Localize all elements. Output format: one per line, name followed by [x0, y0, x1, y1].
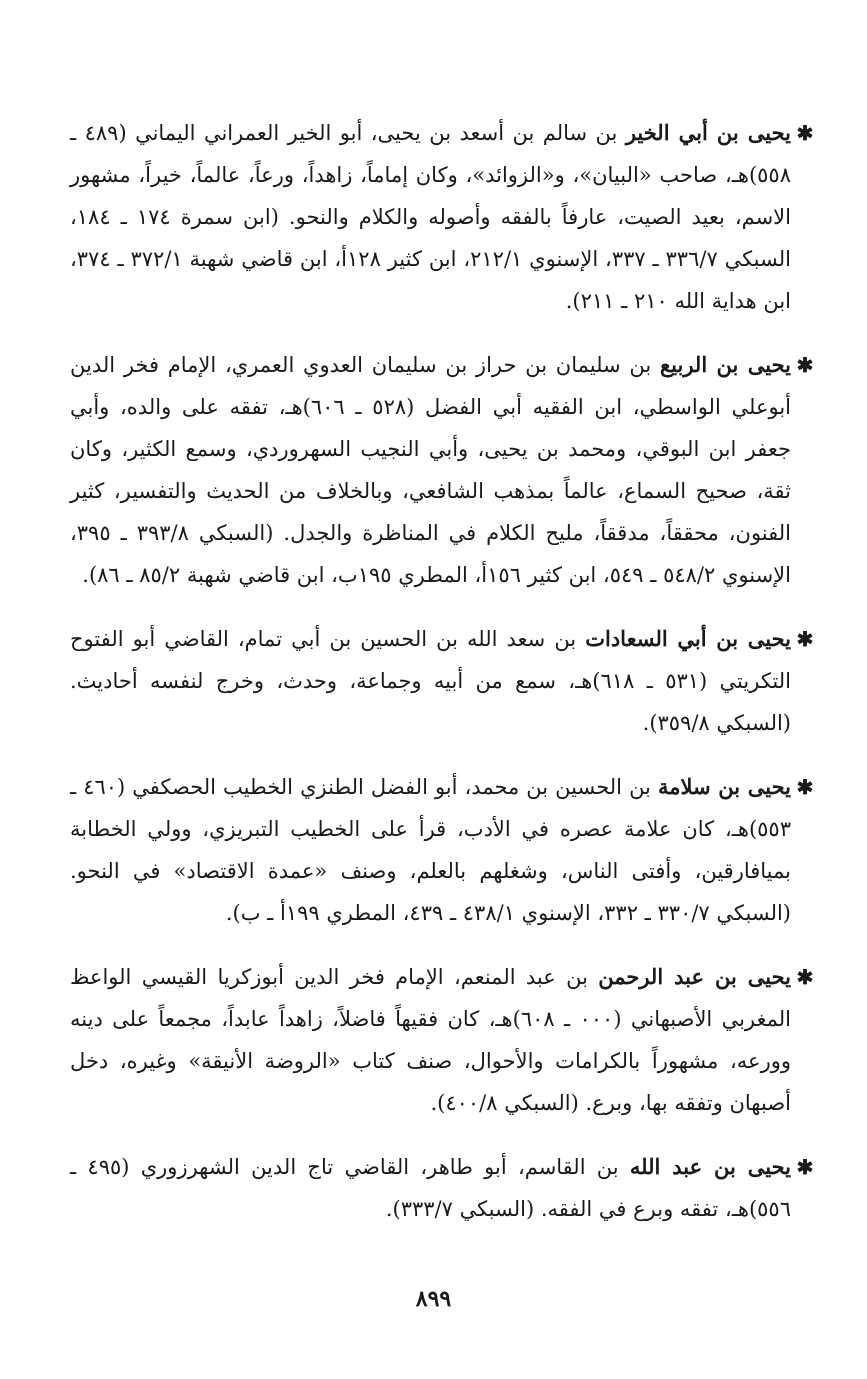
entry-name: يحيى بن سلامة	[657, 774, 791, 799]
biography-entry	[70, 956, 815, 1124]
entry-name: يحيى بن أبي الخير	[625, 120, 791, 145]
entry-name: يحيى بن الربيع	[659, 352, 792, 377]
asterisk-bullet-icon: ✱	[796, 965, 814, 989]
entry-body: بن سعد الله بن الحسين بن أبي تمام، القاضي أبو الفتوح التكريتي (٥٣١ ـ ٦١٨)هـ، سمع من أبيه وجماعة، وحدث، وخرج لنفسه أحاديث. (السبكي ٣٥٩/٨).	[70, 627, 791, 735]
entry-body: بن القاسم، أبو طاهر، القاضي تاج الدين الشهرزوري (٤٩٥ ـ ٥٥٦)هـ، تفقه وبرع في الفقه. (السبكي ٣٣٣/٧).	[70, 1155, 791, 1221]
entry-body: بن الحسين بن محمد، أبو الفضل الطنزي الخطيب الحصكفي (٤٦٠ ـ ٥٥٣)هـ، كان علامة عصره في الأدب، قرأ على الخطيب التبريزي، وولي الخطابة بميافارقين، وأفتى الناس، وشغلهم بالعلم، وصنف «عمدة الاقتصاد» في النحو. (السبكي ٣٣٠/٧ ـ ٣٣٢، الإسنوي ٤٣٨/١ ـ ٤٣٩، المطري ١٩٩أ ـ ب).	[70, 775, 791, 925]
biography-entry	[70, 618, 815, 744]
page-body	[70, 112, 815, 1252]
asterisk-bullet-icon: ✱	[796, 1155, 814, 1179]
biography-entry	[70, 344, 815, 596]
asterisk-bullet-icon: ✱	[796, 353, 814, 377]
entry-name: يحيى بن عبد الرحمن	[598, 964, 791, 989]
biography-entry	[70, 112, 815, 322]
entry-name: يحيى بن أبي السعادات	[585, 626, 791, 651]
asterisk-bullet-icon: ✱	[796, 775, 814, 799]
entry-body: بن عبد المنعم، الإمام فخر الدين أبوزكريا القيسي الواعظ المغربي الأصبهاني (٠٠٠ ـ ٦٠٨)هـ، كان فقيهاً فاضلاً، زاهداً عابداً، مجمعاً على دينه وورعه، مشهوراً بالكرامات والأحوال، صنف كتاب «الروضة الأنيقة» وغيره، دخل أصبهان وتفقه بها، وبرع. (السبكي ٤٠٠/٨).	[70, 965, 792, 1115]
entry-body: بن سليمان بن حراز بن سليمان العدوي العمري، الإمام فخر الدين أبوعلي الواسطي، ابن الفقيه أبي الفضل (٥٢٨ ـ ٦٠٦)هـ، تفقه على والده، وأبي جعفر ابن البوقي، ومحمد بن يحيى، وأبي النجيب السهروردي، وسمع الكثير، وكان ثقة، صحيح السماع، عالماً بمذهب الشافعي، وبالخلاف من الحديث والتفسير، كثير الفنون، محققاً، مدققاً، مليح الكلام في المناظرة والجدل. (السبكي ٣٩٣/٨ ـ ٣٩٥، الإسنوي ٥٤٨/٢ ـ ٥٤٩، ابن كثير ١٥٦أ، المطري ١٩٥ب، ابن قاضي شهبة ٨٥/٢ ـ ٨٦).	[70, 353, 791, 587]
entry-body: بن سالم بن أسعد بن يحيى، أبو الخير العمراني اليماني (٤٨٩ ـ ٥٥٨)هـ، صاحب «البيان»، و«الزوائد»، وكان إماماً، زاهداً، ورعاً، عالماً، خيراً، مشهور الاسم، بعيد الصيت، عارفاً بالفقه وأصوله والكلام والنحو. (ابن سمرة ١٧٤ ـ ١٨٤، السبكي ٣٣٦/٧ ـ ٣٣٧، الإسنوي ٢١٢/١، ابن كثير ١٢٨أ، ابن قاضي شهبة ٣٧٢/١ ـ ٣٧٤، ابن هداية الله ٢١٠ ـ ٢١١).	[70, 121, 791, 313]
biography-entry	[70, 766, 815, 934]
page-number: ٨٩٩	[415, 1286, 452, 1312]
biography-entry	[70, 1146, 815, 1230]
entry-name: يحيى بن عبد الله	[629, 1154, 792, 1179]
asterisk-bullet-icon: ✱	[796, 121, 814, 145]
asterisk-bullet-icon: ✱	[796, 627, 814, 651]
